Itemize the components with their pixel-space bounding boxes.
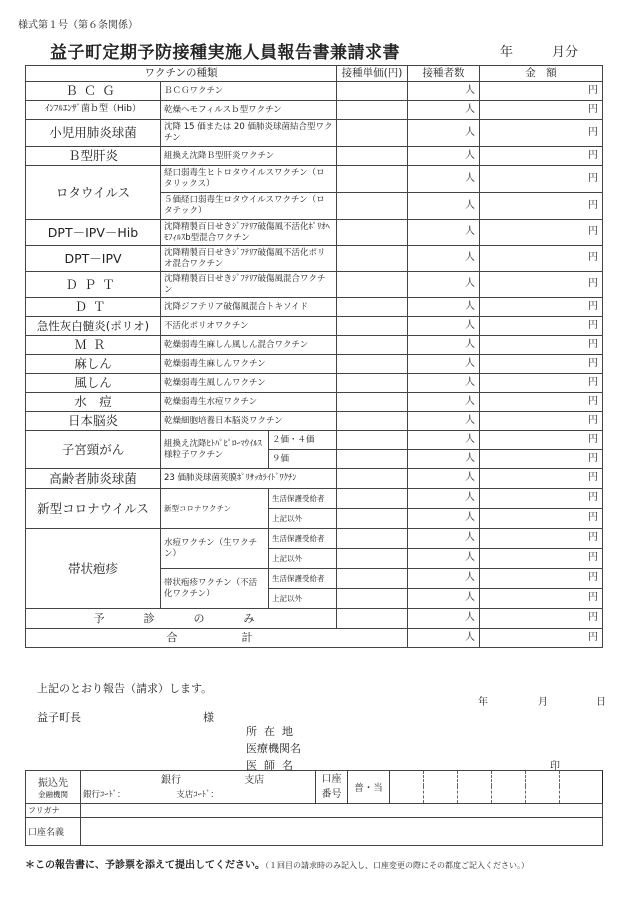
bank-table [25,770,603,846]
transfer-to [26,771,81,804]
count-cell[interactable]: 人 [408,431,480,450]
account-name-label: 口座名義 [26,817,81,845]
unit-price-cell[interactable] [337,336,408,355]
address-label: 所在地 [246,725,300,738]
amount-cell[interactable]: 円 [480,82,603,101]
unit-price-cell[interactable] [337,450,408,469]
date-day-label: 日 [596,697,606,708]
vaccine-desc: 乾燥弱毒生麻しんワクチン [161,355,337,374]
count-cell[interactable]: 人 [408,82,480,101]
amount-cell[interactable]: 円 [480,317,603,336]
vaccine-desc: 沈降 15 価または 20 価肺炎球菌結合型ワクチン [161,120,337,147]
unit-price-cell[interactable] [337,609,408,629]
vaccine-subtype: 上記以外 [269,509,337,529]
vaccine-desc: 沈降ジフテリア破傷風混合トキソイド [161,298,337,317]
table-row [26,393,603,412]
count-cell[interactable]: 人 [408,355,480,374]
count-cell[interactable]: 人 [408,569,480,589]
vaccine-desc: 沈降精製百日せきｼﾞﾌﾃﾘｱ破傷風不活化ﾎﾟﾘｵﾍﾓﾌｨﾙｽb型混合ワクチン [161,220,337,246]
table-row [26,147,603,166]
vaccine-name: ＤＰＴ [26,272,161,298]
vaccine-name: DPT－IPV [26,246,161,272]
table-row [26,609,603,629]
vaccine-name: ロタウイルス [26,166,161,220]
count-cell[interactable]: 人 [408,272,480,298]
table-row [26,431,603,450]
unit-price-cell[interactable] [337,469,408,489]
count-cell[interactable]: 人 [408,509,480,529]
doctor-label: 医師名 [246,759,300,772]
account-type[interactable]: 普・当 [348,771,390,804]
account-label: 口座 [321,773,342,785]
vaccine-desc: ＢＣＧワクチン [161,82,337,101]
count-cell[interactable]: 人 [408,317,480,336]
count-cell[interactable]: 人 [408,393,480,412]
account-number-label [316,771,348,804]
vaccine-name: 日本脳炎 [26,412,161,431]
month-label: 月分 [552,45,579,60]
amount-cell[interactable]: 円 [480,374,603,393]
total-label: 合 計 [26,629,408,648]
transfer-to-label: 振込先 [38,777,68,789]
vaccination-table [25,65,603,648]
total-count-cell[interactable]: 人 [408,629,480,648]
account-digit[interactable] [424,771,458,804]
unit-price-cell[interactable] [337,393,408,412]
count-cell[interactable]: 人 [408,193,480,220]
amount-cell[interactable]: 円 [480,412,603,431]
vaccine-subtype: 上記以外 [269,589,337,609]
table-row [26,355,603,374]
vaccine-name: 新型コロナウイルス [26,489,161,529]
vaccine-subtype: ９価 [269,450,337,469]
total-amount-cell[interactable]: 円 [480,629,603,648]
addressee: 益子町長 [37,711,81,724]
bank-label: 銀行 [161,775,181,786]
vaccine-desc: 経口弱毒生ヒトロタウイルスワクチン（ロタリックス） [161,166,337,193]
unit-price-cell[interactable] [337,529,408,549]
vaccine-desc: 沈降精製百日せきｼﾞﾌﾃﾘｱ破傷風不活化ポリオ混合ワクチン [161,246,337,272]
vaccine-subtype: 生活保護受給者 [269,489,337,509]
page-title: 益子町定期予防接種実施人員報告書兼請求書 [50,43,400,63]
unit-price-cell[interactable] [337,549,408,569]
vaccine-desc: 帯状疱疹ワクチン（不活化ワクチン） [161,569,269,609]
amount-cell[interactable]: 円 [480,101,603,120]
count-cell[interactable]: 人 [408,469,480,489]
vaccine-name: DPT－IPV－Hib [26,220,161,246]
seal-label: 印 [550,761,560,772]
date-year-label: 年 [478,697,488,708]
amount-cell[interactable]: 円 [480,431,603,450]
unit-price-cell[interactable] [337,120,408,147]
table-row [26,629,603,648]
vaccine-name: ＭＲ [26,336,161,355]
table-row [26,317,603,336]
vaccine-subtype: 生活保護受給者 [269,529,337,549]
vaccine-desc: 乾燥弱毒生水痘ワクチン [161,393,337,412]
table-row [26,120,603,147]
amount-cell[interactable]: 円 [480,589,603,609]
count-cell[interactable]: 人 [408,246,480,272]
unit-price-cell[interactable] [337,412,408,431]
amount-cell[interactable]: 円 [480,489,603,509]
account-name-field[interactable] [81,817,603,845]
amount-cell[interactable]: 円 [480,272,603,298]
unit-price-cell[interactable] [337,166,408,193]
institution-label: 医療機関名 [246,742,301,755]
table-row [26,246,603,272]
account-digit[interactable] [560,771,603,804]
note-bold: ＊この報告書に、予診票を添えて提出してください。 [25,860,265,871]
submission-note [25,856,529,871]
count-cell[interactable]: 人 [408,298,480,317]
amount-cell[interactable]: 円 [480,355,603,374]
unit-price-cell[interactable] [337,509,408,529]
count-cell[interactable]: 人 [408,101,480,120]
amount-cell[interactable]: 円 [480,246,603,272]
note-small: （１回目の請求時のみ記入し、口座変更の際にその都度ご記入ください。） [265,861,529,870]
vaccine-desc: 新型コロナワクチン [161,489,269,529]
table-row [26,298,603,317]
amount-cell[interactable]: 円 [480,120,603,147]
unit-price-cell[interactable] [337,317,408,336]
vaccine-desc: 沈降精製百日せきｼﾞﾌﾃﾘｱ破傷風混合ワクチン [161,272,337,298]
count-cell[interactable]: 人 [408,489,480,509]
unit-price-cell[interactable] [337,220,408,246]
vaccine-name: ＤＴ [26,298,161,317]
table-row [26,82,603,101]
count-cell[interactable]: 人 [408,609,480,629]
unit-price-cell[interactable] [337,569,408,589]
unit-price-cell[interactable] [337,101,408,120]
col-vaccine-type: ワクチンの種類 [26,66,337,82]
vaccine-desc: 組換え沈降Ｂ型肝炎ワクチン [161,147,337,166]
furigana-label: フリガナ [26,803,81,817]
branch-code-label: 支店ｺｰﾄﾞ： [176,790,219,801]
amount-cell[interactable]: 円 [480,529,603,549]
col-unit-price: 接種単価(円) [337,66,408,82]
table-row [26,374,603,393]
count-cell[interactable]: 人 [408,412,480,431]
bank-code-label: 銀行ｺｰﾄﾞ： [83,790,126,801]
col-amount: 金 額 [480,66,603,82]
amount-cell[interactable]: 円 [480,450,603,469]
count-cell[interactable]: 人 [408,220,480,246]
vaccine-name: 高齢者肺炎球菌 [26,469,161,489]
amount-cell[interactable]: 円 [480,549,603,569]
vaccine-subtype: ２価・４価 [269,431,337,450]
vaccine-desc: ５価経口弱毒生ロタウイルスワクチン（ロタテック） [161,193,337,220]
amount-cell[interactable]: 円 [480,609,603,629]
honorific: 様 [203,711,214,724]
amount-cell[interactable]: 円 [480,569,603,589]
amount-cell[interactable]: 円 [480,166,603,193]
unit-price-cell[interactable] [337,147,408,166]
vaccine-name: 風しん [26,374,161,393]
vaccine-name: 子宮頸がん [26,431,161,469]
header-row [26,66,603,82]
count-cell[interactable]: 人 [408,166,480,193]
vaccine-name: ＢＣＧ [26,82,161,101]
unit-price-cell[interactable] [337,193,408,220]
count-cell[interactable]: 人 [408,147,480,166]
vaccine-desc: 組換え沈降ﾋﾄﾊﾟﾋﾟﾛｰﾏｳｲﾙｽ様粒子ワクチン [161,431,269,469]
vaccine-desc: 不活化ポリオワクチン [161,317,337,336]
vaccine-subtype: 上記以外 [269,549,337,569]
unit-price-cell[interactable] [337,489,408,509]
count-cell[interactable]: 人 [408,529,480,549]
amount-cell[interactable]: 円 [480,336,603,355]
branch-label: 支店 [244,775,265,786]
prescreen-label: 予 診 の み [26,609,337,629]
bank-code-field[interactable] [81,786,316,803]
table-row [26,469,603,489]
unit-price-cell[interactable] [337,355,408,374]
vaccine-desc: 水痘ワクチン（生ワクチン） [161,529,269,569]
vaccine-name: 小児用肺炎球菌 [26,120,161,147]
table-row [26,489,603,509]
amount-cell[interactable]: 円 [480,393,603,412]
unit-price-cell[interactable] [337,246,408,272]
vaccine-name: ｲﾝﾌﾙｴﾝｻﾞ菌ｂ型（Hib） [26,101,161,120]
amount-cell[interactable]: 円 [480,509,603,529]
number-label: 番号 [321,788,342,800]
vaccine-desc: 乾燥細胞培養日本脳炎ワクチン [161,412,337,431]
unit-price-cell[interactable] [337,272,408,298]
unit-price-cell[interactable] [337,431,408,450]
account-digit[interactable] [492,771,526,804]
amount-cell[interactable]: 円 [480,469,603,489]
bank-name-field[interactable] [81,771,316,787]
vaccine-name: 急性灰白髄炎(ポリオ) [26,317,161,336]
account-digit[interactable] [390,771,424,804]
vaccine-name: 水 痘 [26,393,161,412]
table-row [26,529,603,549]
account-digit[interactable] [458,771,492,804]
vaccine-subtype: 生活保護受給者 [269,569,337,589]
unit-price-cell[interactable] [337,589,408,609]
vaccine-desc: 乾燥弱毒生風しんワクチン [161,374,337,393]
table-row [26,336,603,355]
amount-cell[interactable]: 円 [480,220,603,246]
unit-price-cell[interactable] [337,374,408,393]
count-cell[interactable]: 人 [408,589,480,609]
year-label: 年 [500,45,514,60]
count-cell[interactable]: 人 [408,549,480,569]
amount-cell[interactable]: 円 [480,193,603,220]
financial-institution-label: 金融機関 [38,789,68,799]
table-row [26,412,603,431]
form-number: 様式第１号（第６条関係） [18,20,138,31]
account-digit[interactable] [526,771,560,804]
vaccine-name: 麻しん [26,355,161,374]
furigana-field[interactable] [81,803,603,817]
vaccine-desc: 乾燥ヘモフィルスｂ型ワクチン [161,101,337,120]
table-row [26,272,603,298]
amount-cell[interactable]: 円 [480,147,603,166]
date-month-label: 月 [538,697,548,708]
count-cell[interactable]: 人 [408,374,480,393]
unit-price-cell[interactable] [337,298,408,317]
amount-cell[interactable]: 円 [480,298,603,317]
count-cell[interactable]: 人 [408,336,480,355]
vaccine-name: Ｂ型肝炎 [26,147,161,166]
count-cell[interactable]: 人 [408,120,480,147]
report-statement: 上記のとおり報告（請求）します。 [37,682,213,695]
table-row [26,101,603,120]
col-count: 接種者数 [408,66,480,82]
count-cell[interactable]: 人 [408,450,480,469]
table-row [26,166,603,193]
table-row [26,220,603,246]
vaccine-desc: 23 価肺炎球菌莢膜ﾎﾟﾘｻｯｶﾗｲﾄﾞﾜｸﾁﾝ [161,469,337,489]
unit-price-cell[interactable] [337,82,408,101]
vaccine-name: 帯状疱疹 [26,529,161,609]
vaccine-desc: 乾燥弱毒生麻しん風しん混合ワクチン [161,336,337,355]
